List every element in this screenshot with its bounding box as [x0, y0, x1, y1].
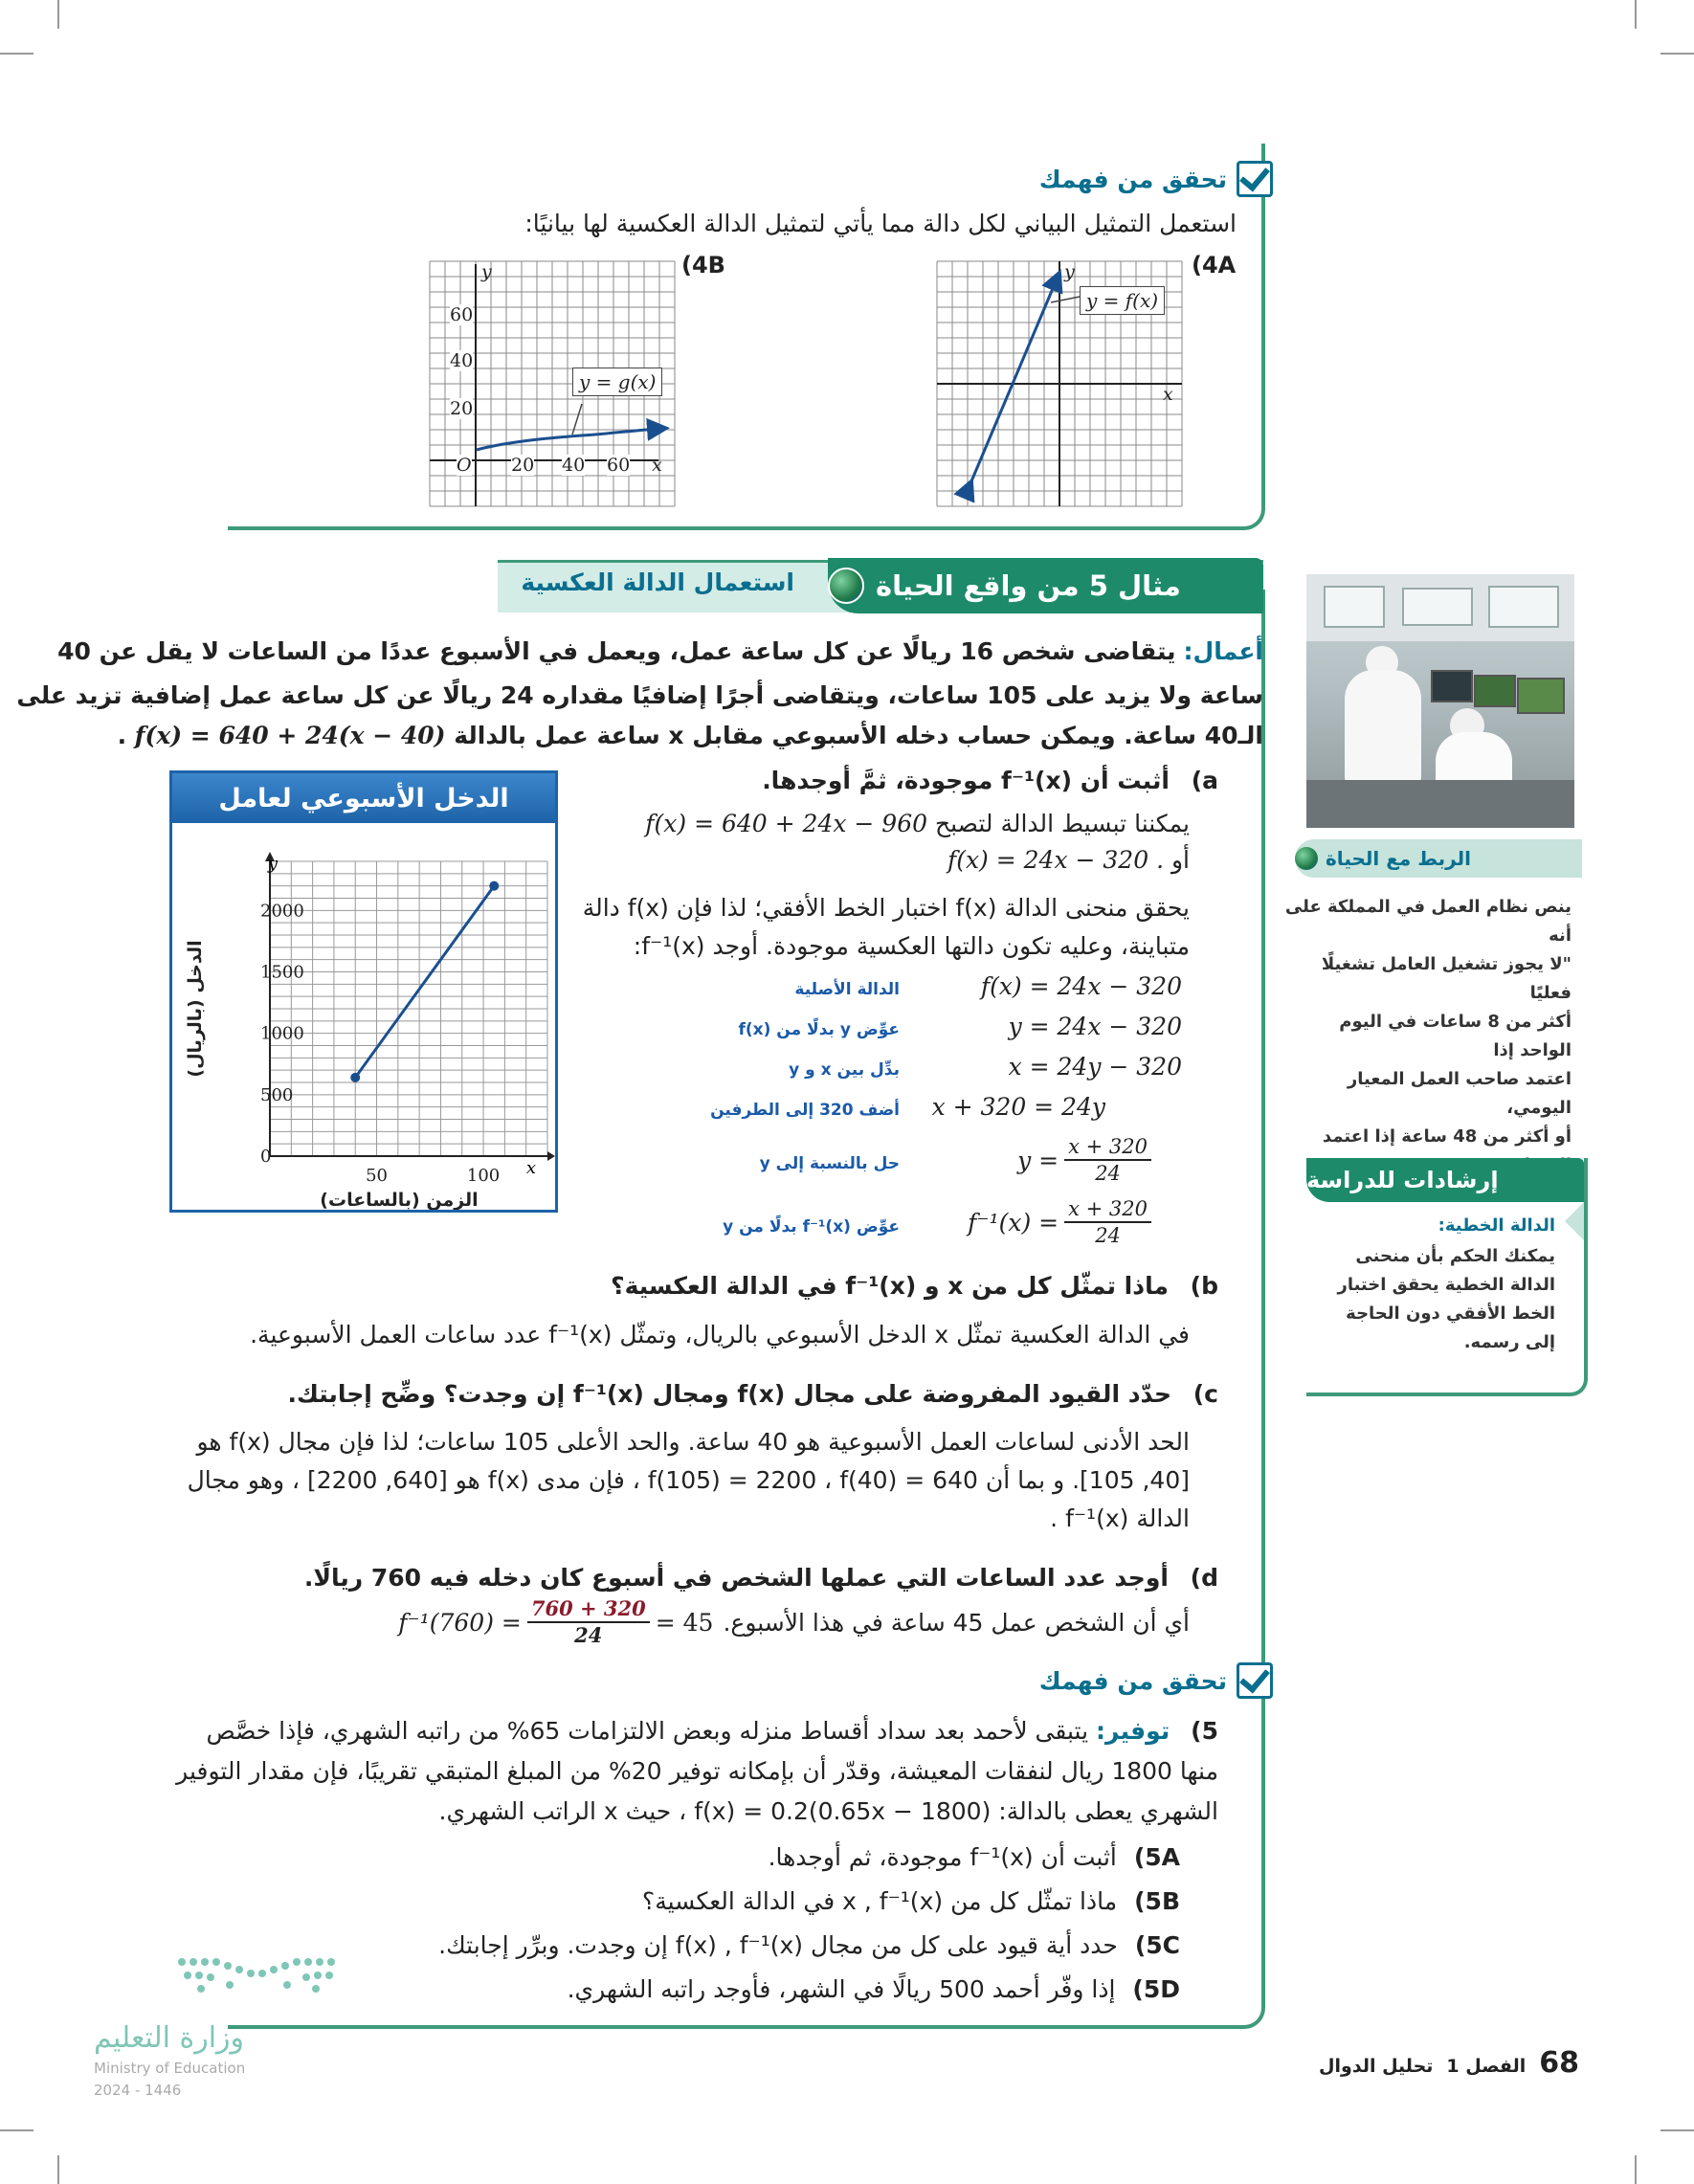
ministry-logo — [172, 1952, 345, 2000]
step-note: الدالة الأصلية — [794, 980, 900, 999]
series-line — [355, 886, 494, 1078]
page-number: 68 — [1539, 2046, 1579, 2080]
y-tick-label: 1000 — [260, 1023, 304, 1044]
y-axis-title: الدخل (بالريال) — [185, 940, 206, 1078]
step-equation: y = $\frac{x + 320}{24}$ — [1017, 1134, 1151, 1186]
checkmark-icon — [1237, 161, 1273, 197]
step-note: عوِّض f⁻¹(x) بدلًا من y — [723, 1217, 900, 1237]
life-connection-text: ينص نظام العمل في المملكة على أنه "لا يجوز تشغيل العامل تشغيلًا فعليًا أكثر من 8 ساعات في اليوم الواحد إذا اعتمد صاحب العمل المعيار اليومي، أو أكثر من 48 ساعة إذا اعتمد — [1284, 897, 1571, 1147]
step-equation: x = 24y − 320 — [1008, 1053, 1182, 1081]
graph-4b-x-label: x — [652, 455, 662, 476]
step-equation: f(x) = 24x − 320 — [980, 972, 1182, 1000]
life-connection-title: الربط مع الحياة — [1326, 847, 1471, 870]
check-title: تحقق من فهمك — [1038, 165, 1227, 193]
check2-item: 5B) ماذا تمثّل كل من x , f⁻¹(x) في الدالة العكسية؟ — [641, 1887, 1180, 1915]
graph-4b-y-label: y — [481, 261, 492, 282]
y-axis-var: y — [267, 854, 278, 874]
edition-year: 2024 - 1446 — [94, 2082, 182, 2099]
income-chart — [169, 770, 558, 1213]
ministry-name-ar: وزارة التعليم — [94, 2021, 245, 2055]
step-note: أضف 320 إلى الطرفين — [710, 1101, 900, 1120]
y-tick-label: 500 — [260, 1084, 294, 1105]
step-note: بدِّل بين x و y — [789, 1060, 900, 1080]
label-4b: 4B) — [681, 252, 725, 279]
part-a-reason-2: متباينة، وعليه تكون دالتها العكسية موجودة. أوجد f⁻¹(x): — [633, 932, 1190, 960]
step-note: عوِّض y بدلًا من f(x) — [738, 1020, 900, 1039]
chart-title: الدخل الأسبوعي لعامل — [218, 783, 509, 813]
study-tips-text: يمكنك الحكم بأن منحنى الدالة الخطية يحقق اختبار الخط الأفقي دون الحاجة إلى رسمه. — [1337, 1246, 1555, 1352]
x-tick-label: 100 — [466, 1166, 501, 1186]
problem-line-3: الـ40 ساعة. ويمكن حساب دخله الأسبوعي مقابل x ساعة عمل بالدالة f(x) = 640 + 24(x − 40) . — [117, 722, 1263, 749]
check-header-2 — [1039, 1662, 1273, 1699]
problem-line-1: أعمال: يتقاضى شخص 16 ريالًا عن كل ساعة عمل، ويعمل في الأسبوع عددًا من الساعات لا يقل عن 40 — [57, 637, 1263, 665]
part-d-answer: أي أن الشخص عمل 45 ساعة في هذا الأسبوع. f⁻¹(760) = $\frac{760 + 320}{24}$ = 45 — [398, 1596, 1190, 1647]
x-axis-var: x — [525, 1158, 536, 1178]
check2-line-3: الشهري يعطى بالدالة: f(x) = 0.2(0.65x − 1800) ، حيث x الراتب الشهري. — [438, 1797, 1218, 1825]
part-c-answer-3: الدالة f⁻¹(x) . — [1050, 1504, 1190, 1532]
example-badge — [828, 558, 1263, 613]
step-equation: y = 24x − 320 — [1008, 1013, 1182, 1040]
example-badge-label: مثال 5 من واقع الحياة — [876, 569, 1181, 602]
check-title-2: تحقق من فهمك — [1038, 1666, 1227, 1695]
part-b-answer: في الدالة العكسية تمثّل x الدخل الأسبوعي بالريال، وتمثّل f⁻¹(x) عدد ساعات العمل الأسبوعية. — [250, 1321, 1190, 1348]
part-a-or: أو f(x) = 24x − 320 . — [947, 846, 1190, 874]
check-instruction: استعمل التمثيل البياني لكل دالة مما يأتي لتمثيل الدالة العكسية لها بيانيًا: — [524, 210, 1237, 237]
check2-line-1: 5) توفير: يتبقى لأحمد بعد سداد أقساط منزله وبعض الالتزامات 65% من راتبه الشهري، فإذا خصَّص — [206, 1717, 1218, 1745]
x-axis-title: الزمن (بالساعات) — [320, 1190, 479, 1210]
step-note: حل بالنسبة إلى y — [759, 1154, 900, 1173]
study-tips-subtitle: الدالة الخطية: — [1438, 1215, 1555, 1236]
page-footer — [1319, 2046, 1579, 2080]
chart-header — [172, 773, 555, 823]
study-tips-header — [1306, 1158, 1584, 1202]
problem-line-2: ساعة ولا يزيد على 105 ساعات، ويتقاضى أجرًا إضافيًا مقداره 24 ريالًا عن كل ساعة عمل إضافية تزيد على — [16, 681, 1263, 709]
check2-item: 5A) أثبت أن f⁻¹(x) موجودة، ثم أوجدها. — [768, 1843, 1180, 1871]
chart-plot — [172, 823, 555, 1210]
graph-4b-ytick: 60 — [450, 304, 474, 325]
problem-tag: أعمال: — [1183, 637, 1263, 665]
part-a-simplify: يمكننا تبسيط الدالة لتصبح f(x) = 640 + 24x − 960 — [645, 810, 1190, 837]
chapter-label: الفصل 1 — [1446, 2056, 1527, 2077]
study-tips-box — [1306, 1158, 1588, 1396]
life-connection-header — [1295, 839, 1582, 878]
part-c-question: c) حدّد القيود المفروضة على مجال f(x) ومجال f⁻¹(x) إن وجدت؟ وضِّح إجابتك. — [287, 1380, 1218, 1408]
step-equation: x + 320 = 24y — [931, 1093, 1105, 1121]
data-point — [350, 1073, 360, 1082]
graph-4b-ytick: 20 — [450, 398, 474, 419]
ministry-dots-icon — [172, 1952, 345, 2000]
part-a-reason-1: يحقق منحنى الدالة f(x) اختبار الخط الأفقي؛ لذا فإن f(x) دالة — [582, 894, 1190, 922]
graph-4a-func-label: y = f(x) — [1080, 286, 1165, 315]
graph-4b-ytick: 40 — [450, 350, 474, 371]
y-tick-label: 0 — [260, 1147, 272, 1167]
study-tips-title: إرشادات للدراسة — [1306, 1167, 1499, 1193]
label-4a: 4A) — [1192, 252, 1237, 279]
graph-4b-xtick: 40 — [562, 455, 586, 476]
x-axis-arrow — [547, 1151, 555, 1161]
part-a-question: a) أثبت أن f⁻¹(x) موجودة، ثمَّ أوجدها. — [762, 767, 1218, 794]
ministry-name-en: Ministry of Education — [94, 2060, 246, 2077]
globe-icon — [828, 568, 864, 604]
globe-icon — [1295, 847, 1318, 870]
checkmark-icon — [1237, 1662, 1273, 1699]
part-c-answer-1: الحد الأدنى لساعات العمل الأسبوعية هو 40 ساعة. والحد الأعلى 105 ساعات؛ لذا فإن مجال f(x) هو — [196, 1428, 1190, 1456]
graph-4b-xtick: 60 — [607, 455, 631, 476]
check2-item: 5C) حدد أية قيود على كل من مجال f(x) , f⁻¹(x) إن وجدت. وبرِّر إجابتك. — [438, 1931, 1180, 1959]
graph-4a-y-label: y — [1064, 261, 1075, 282]
part-d-question: d) أوجد عدد الساعات التي عملها الشخص في أسبوع كان دخله فيه 760 ريالًا. — [303, 1564, 1218, 1592]
graph-4a-x-label: x — [1163, 384, 1173, 405]
part-c-answer-2: [40, 105]. و بما أن f(105) = 2200 ، f(40) = 640 ، فإن مدى f(x) هو [640, 2200] ، وهو مجال — [187, 1466, 1190, 1494]
chapter-title: تحليل الدوال — [1319, 2056, 1434, 2077]
graph-4b-xtick: 20 — [511, 455, 535, 476]
check-header-1 — [1039, 161, 1273, 197]
y-tick-label: 1500 — [260, 962, 304, 983]
check2-item: 5D) إذا وفّر أحمد 500 ريالًا في الشهر، فأوجد راتبه الشهري. — [567, 1975, 1180, 2003]
part-b-question: b) ماذا تمثّل كل من x و f⁻¹(x) في الدالة العكسية؟ — [611, 1272, 1218, 1300]
graph-4b-origin: O — [457, 455, 472, 476]
data-point — [489, 881, 499, 891]
graph-4b-func-label: y = g(x) — [572, 368, 662, 396]
y-tick-label: 2000 — [260, 901, 304, 922]
x-tick-label: 50 — [366, 1166, 388, 1186]
workers-photo — [1306, 574, 1574, 828]
step-equation: f⁻¹(x) = $\frac{x + 320}{24}$ — [968, 1196, 1151, 1248]
check2-line-2: منها 1800 ريال لنفقات المعيشة، وقدّر أن بإمكانه توفير 20% من المبلغ المتبقي تقريبًا، فإن مقدار التوفير — [176, 1757, 1218, 1785]
example-title: استعمال الدالة العكسية — [521, 568, 794, 596]
